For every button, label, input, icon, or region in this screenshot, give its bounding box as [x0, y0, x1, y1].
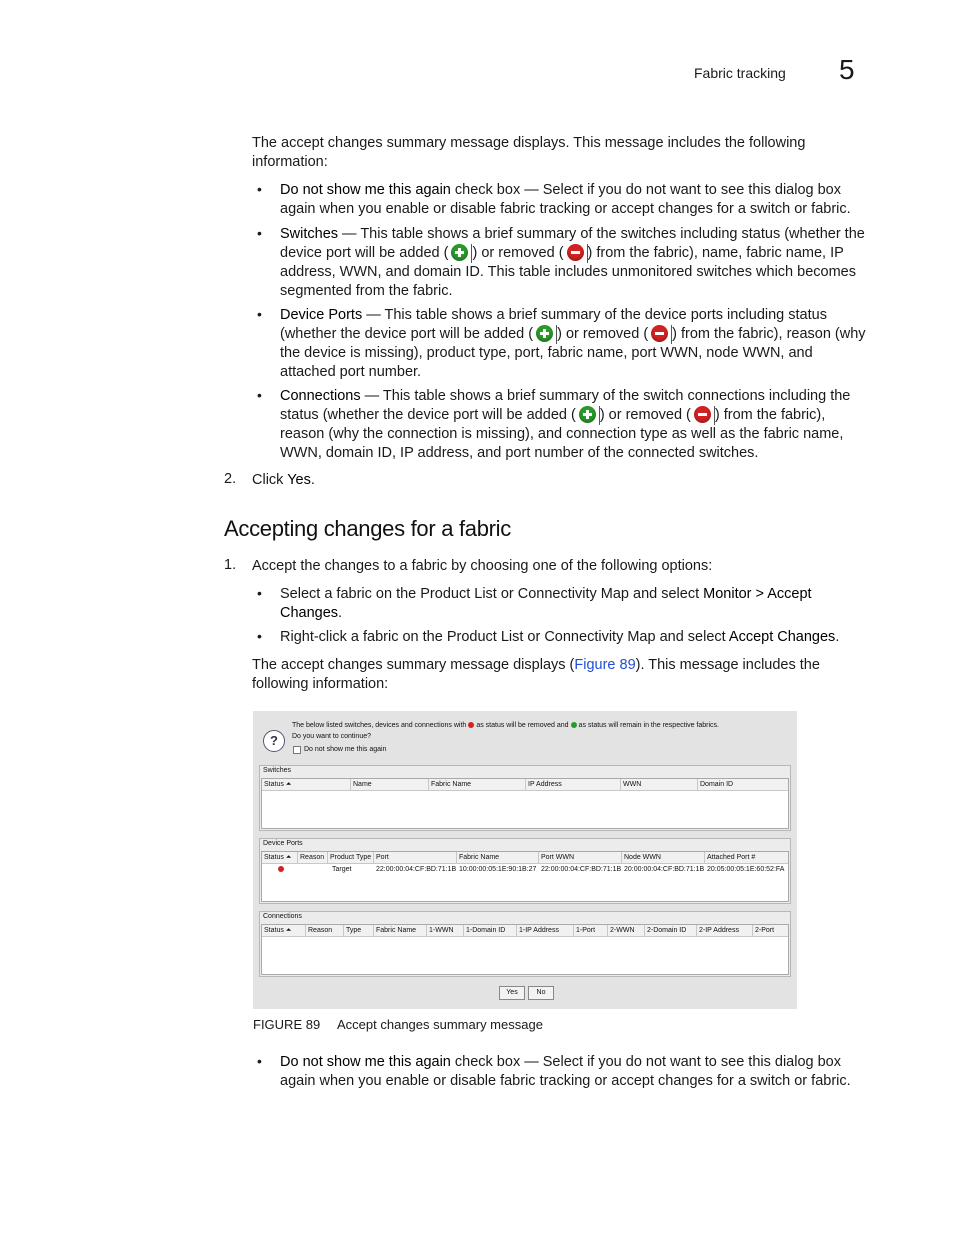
- remove-status-icon: [468, 722, 474, 728]
- term: Connections: [280, 388, 361, 404]
- yes-button[interactable]: Yes: [499, 986, 525, 1000]
- step-number: 1.: [224, 557, 237, 573]
- term: Switches: [280, 226, 339, 242]
- column-header[interactable]: Fabric Name: [457, 852, 539, 863]
- column-header[interactable]: Fabric Name: [374, 925, 427, 936]
- intro-paragraph: The accept changes summary message displays. This message includes the following information:: [252, 135, 806, 170]
- bullet-icon: •: [257, 628, 262, 644]
- column-header[interactable]: Name: [351, 779, 429, 790]
- step-text: Click Yes.: [252, 472, 315, 488]
- panel-title: Device Ports: [263, 840, 303, 847]
- column-header[interactable]: Type: [344, 925, 374, 936]
- bullet-icon: •: [257, 387, 262, 403]
- switches-panel: [259, 765, 791, 831]
- list-item: Select a fabric on the Product List or Connectivity Map and select Monitor > Accept Changes.: [280, 586, 812, 621]
- dont-show-checkbox[interactable]: [293, 746, 301, 754]
- table-header: [262, 852, 788, 864]
- term: Monitor > Accept Changes: [280, 586, 812, 621]
- list-item: Device Ports — This table shows a brief summary of the device ports including status (whether the device port will be added ( ) or removed ( ) from the fabric), reason (why the device is missing), product type, port, fabric name, port WWN, node WWN, and attached port number.: [280, 307, 866, 380]
- figure-link[interactable]: Figure 89: [574, 657, 636, 673]
- figure-label: FIGURE 89: [253, 1017, 321, 1032]
- column-header[interactable]: 1-IP Address: [517, 925, 574, 936]
- list-item: Switches — This table shows a brief summary of the switches including status (whether the device port will be added ( ) or removed ( ) from the fabric), name, fabric name, IP address, WWN, and domain ID. This table includes unmonitored switches which becomes segmented from the fabric.: [280, 226, 865, 299]
- column-header[interactable]: 1-WWN: [427, 925, 464, 936]
- table-header: [262, 779, 788, 791]
- term: Do not show me this again: [280, 182, 451, 198]
- term: Do not show me this again: [280, 1054, 451, 1070]
- column-header[interactable]: 1-Domain ID: [464, 925, 517, 936]
- bullet-icon: •: [257, 181, 262, 197]
- column-header[interactable]: Node WWN: [622, 852, 705, 863]
- table-row[interactable]: [262, 864, 788, 875]
- remove-status-icon: [694, 406, 711, 423]
- column-header[interactable]: 2-Port: [755, 927, 775, 934]
- list-item: Do not show me this again check box — Select if you do not want to see this dialog box again when you enable or disable fabric tracking or accept changes for a switch or fabric.: [280, 182, 851, 217]
- switches-table[interactable]: [261, 778, 789, 829]
- node-wwn-cell: 20:00:00:04:CF:BD:71:1B: [624, 866, 705, 873]
- bullet-icon: •: [257, 1053, 262, 1069]
- remove-status-icon: [278, 866, 284, 872]
- term: Yes: [287, 472, 311, 488]
- add-status-icon: [571, 722, 577, 728]
- column-header[interactable]: IP Address: [526, 779, 621, 790]
- panel-title: Switches: [263, 767, 292, 774]
- step-text: Accept the changes to a fabric by choosing one of the following options:: [252, 558, 713, 574]
- chapter-number: 5: [839, 54, 855, 85]
- bullet-icon: •: [257, 306, 262, 322]
- bullet-icon: •: [257, 225, 262, 241]
- column-header[interactable]: Status ⏶: [262, 779, 351, 790]
- column-header[interactable]: Status ⏶: [262, 925, 306, 936]
- reason-cell: [298, 864, 328, 875]
- port-wwn-cell: 22:00:00:04:CF:BD:71:1B: [541, 866, 622, 873]
- column-header[interactable]: 2-WWN: [608, 925, 645, 936]
- device-ports-panel: [259, 838, 791, 904]
- term: Device Ports: [280, 307, 363, 323]
- list-item: Do not show me this again check box — Select if you do not want to see this dialog box again when you enable or disable fabric tracking or accept changes for a switch or fabric.: [280, 1054, 851, 1089]
- column-header[interactable]: Reason: [306, 925, 344, 936]
- list-item: Connections — This table shows a brief summary of the switch connections including the status (whether the device port will be added ( ) or removed ( ) from the fabric), reason (why the connection is missing), and connection type as well as the fabric name, WWN, domain ID, IP address, and port number of the connected switches.: [280, 388, 851, 461]
- connections-panel: [259, 911, 791, 977]
- column-header[interactable]: Port WWN: [539, 852, 622, 863]
- no-button[interactable]: No: [528, 986, 554, 1000]
- column-header[interactable]: Domain ID: [700, 781, 734, 788]
- connections-table[interactable]: [261, 924, 789, 975]
- accept-changes-dialog: [253, 711, 797, 1009]
- step-number: 2.: [224, 471, 237, 487]
- question-icon: ?: [263, 730, 285, 752]
- column-header[interactable]: 2-Domain ID: [645, 925, 697, 936]
- intro-paragraph: The accept changes summary message displays (Figure 89). This message includes the following information:: [252, 657, 820, 692]
- section-heading: Accepting changes for a fabric: [224, 516, 511, 541]
- figure-caption: [253, 1017, 543, 1032]
- port-cell: 22:00:00:04:CF:BD:71:1B: [376, 866, 457, 873]
- column-header[interactable]: 2-IP Address: [697, 925, 753, 936]
- column-header[interactable]: Status ⏶: [262, 852, 298, 863]
- column-header[interactable]: Fabric Name: [429, 779, 526, 790]
- status-cell: [262, 864, 298, 875]
- panel-title: Connections: [263, 913, 302, 920]
- column-header[interactable]: WWN: [621, 779, 698, 790]
- table-header: [262, 925, 788, 937]
- list-item: Right-click a fabric on the Product List or Connectivity Map and select Accept Changes.: [280, 629, 840, 645]
- dialog-message: The below listed switches, devices and connections with as status will be removed and as status will remain in the respective fabrics.: [292, 722, 719, 729]
- column-header[interactable]: Port: [374, 852, 457, 863]
- column-header[interactable]: Attached Port #: [707, 854, 756, 861]
- column-header[interactable]: Reason: [298, 852, 328, 863]
- remove-status-icon: [567, 244, 584, 261]
- dont-show-label: Do not show me this again: [304, 746, 387, 753]
- device-ports-table[interactable]: [261, 851, 789, 902]
- dialog-question: Do you want to continue?: [292, 733, 371, 740]
- attached-port-cell: 20:05:00:05:1E:60:52:FA: [707, 866, 785, 873]
- add-status-icon: [451, 244, 468, 261]
- column-header[interactable]: Product Type: [328, 852, 374, 863]
- figure-title: Accept changes summary message: [337, 1017, 543, 1032]
- running-header: Fabric tracking: [694, 65, 786, 81]
- remove-status-icon: [651, 325, 668, 342]
- fabric-name-cell: 10:00:00:05:1E:90:1B:27: [459, 866, 537, 873]
- add-status-icon: [536, 325, 553, 342]
- column-header[interactable]: 1-Port: [574, 925, 608, 936]
- bullet-icon: •: [257, 585, 262, 601]
- product-type-cell: Target: [332, 866, 352, 873]
- add-status-icon: [579, 406, 596, 423]
- term: Accept Changes: [728, 629, 836, 645]
